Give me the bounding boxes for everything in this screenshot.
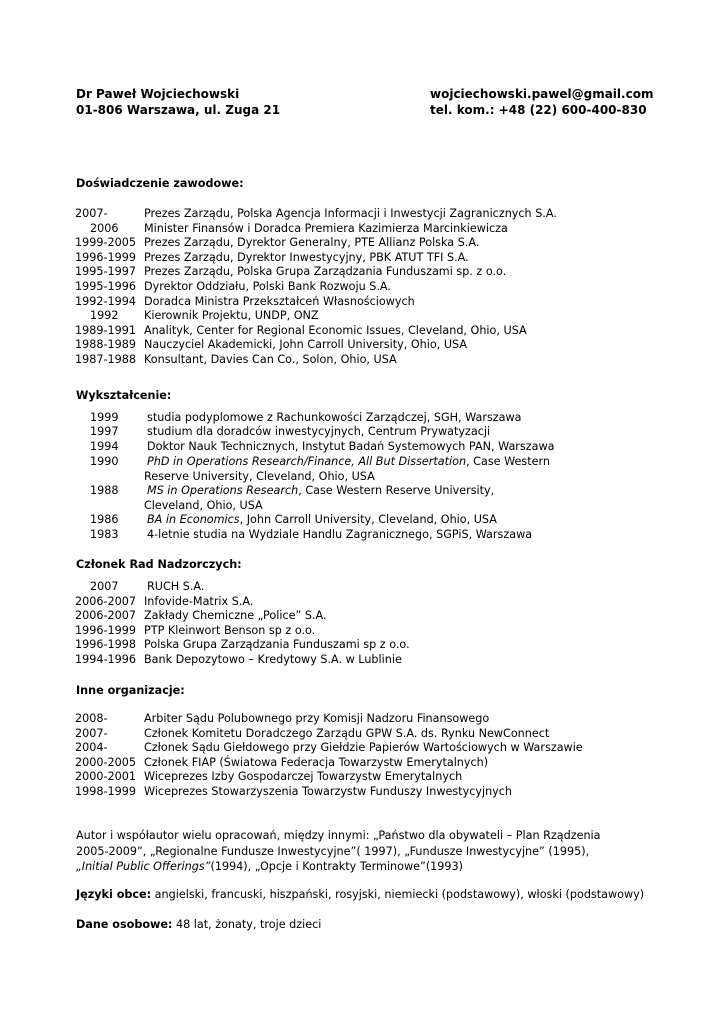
board-text: Zakłady Chemiczne „Police” S.A. — [144, 609, 327, 623]
education-heading: Wykształcenie: — [76, 389, 172, 402]
experience-years: 2006 — [90, 221, 119, 235]
experience-text: Prezes Zarządu, Dyrektor Inwestycyjny, PBK ATUT TFI S.A. — [144, 250, 469, 264]
education-text: Doktor Nauk Technicznych, Instytut Badań Systemowych PAN, Warszawa — [147, 440, 555, 453]
experience-text: Dyrektor Oddziału, Polski Bank Rozwoju S.A. — [144, 280, 391, 293]
board-years: 2006-2007 — [75, 594, 136, 608]
education-year: 1994 — [90, 440, 119, 453]
board-years: 1994-1996 — [75, 653, 136, 666]
education-text: studia podyplomowe z Rachunkowości Zarządczej, SGH, Warszawa — [147, 411, 522, 424]
experience-years: 1987-1988 — [75, 353, 136, 366]
education-year: 1999 — [90, 411, 119, 424]
publications-paragraph — [76, 828, 676, 875]
organization-text: Członek Komitetu Doradczego Zarządu GPW S.A. ds. Rynku NewConnect — [144, 726, 550, 740]
personal-label: Dane osobowe: — [76, 918, 173, 931]
education-degree-rest: , Case Western Reserve University, — [298, 484, 495, 497]
education-year: 1997 — [90, 425, 119, 438]
experience-heading: Doświadczenie zawodowe: — [76, 177, 244, 190]
organization-years: 2000-2001 — [75, 770, 136, 784]
experience-years: 2007- — [75, 207, 108, 220]
education-degree-rest: , Case Western — [466, 455, 550, 468]
board-text: RUCH S.A. — [147, 580, 205, 593]
education-text-continued: Cleveland, Ohio, USA — [144, 498, 263, 512]
board-text: PTP Kleinwort Benson sp z o.o. — [144, 623, 316, 637]
organization-years: 2004- — [75, 741, 108, 755]
board-years: 1996-1998 — [75, 638, 136, 652]
board-text: Polska Grupa Zarządzania Funduszami sp z o.o. — [144, 638, 410, 652]
boards-heading: Członek Rad Nadzorczych: — [76, 558, 242, 571]
education-text: 4-letnie studia na Wydziale Handlu Zagranicznego, SGPiS, Warszawa — [147, 528, 533, 541]
education-text — [147, 513, 497, 526]
cv-phone: tel. kom.: +48 (22) 600-400-830 — [430, 103, 647, 117]
education-degree-rest: , John Carroll University, Cleveland, Ohio, USA — [239, 513, 497, 526]
board-years: 1996-1999 — [75, 623, 136, 637]
personal-line — [76, 918, 321, 931]
board-years: 2006-2007 — [75, 609, 136, 623]
languages-line — [76, 888, 644, 901]
education-year: 1988 — [90, 484, 119, 497]
organization-years: 2007- — [75, 726, 108, 740]
publications-italic-title: „Initial Public Offerings” — [76, 860, 211, 873]
languages-value: angielski, francuski, hiszpański, rosyjski, niemiecki (podstawowy), włoski (podstawowy) — [151, 888, 645, 901]
organization-text: Arbiter Sądu Polubownego przy Komisji Nadzoru Finansowego — [144, 712, 490, 725]
board-text: Infovide-Matrix S.A. — [144, 594, 254, 608]
organizations-heading: Inne organizacje: — [76, 684, 185, 697]
experience-text: Prezes Zarządu, Polska Agencja Informacji i Inwestycji Zagranicznych S.A. — [144, 207, 557, 220]
education-text-continued: Reserve University, Cleveland, Ohio, USA — [144, 469, 375, 483]
experience-years: 1999-2005 — [75, 236, 136, 250]
experience-years: 1995-1996 — [75, 280, 136, 293]
organization-text: Członek FIAP (Światowa Federacja Towarzystw Emerytalnych) — [144, 755, 489, 769]
publications-line-3 — [76, 859, 676, 875]
experience-text: Prezes Zarządu, Polska Grupa Zarządzania Funduszami sp. z o.o. — [144, 265, 507, 279]
languages-label: Języki obce: — [76, 888, 152, 901]
experience-text: Kierownik Projektu, UNDP, ONZ — [144, 309, 319, 323]
experience-years: 1992-1994 — [75, 294, 136, 308]
education-year: 1986 — [90, 513, 119, 526]
organization-text: Wiceprezes Izby Gospodarczej Towarzystw Emerytalnych — [144, 770, 463, 784]
organization-years: 1998-1999 — [75, 785, 136, 798]
experience-text: Konsultant, Davies Can Co., Solon, Ohio, USA — [144, 353, 397, 366]
education-text: studium dla doradców inwestycyjnych, Centrum Prywatyzacji — [147, 425, 491, 438]
experience-text: Doradca Ministra Przekształceń Własnościowych — [144, 294, 415, 308]
experience-years: 1988-1989 — [75, 338, 136, 352]
education-degree-title: MS in Operations Research — [147, 484, 299, 497]
education-year: 1983 — [90, 528, 119, 541]
publications-line-1: Autor i współautor wielu opracowań, między innymi: „Państwo dla obywateli – Plan Rządzenia — [76, 829, 601, 842]
experience-text: Analityk, Center for Regional Economic Issues, Cleveland, Ohio, USA — [144, 323, 527, 337]
experience-text: Minister Finansów i Doradca Premiera Kazimierza Marcinkiewicza — [144, 221, 508, 235]
cv-address: 01-806 Warszawa, ul. Zuga 21 — [76, 103, 281, 117]
education-degree-title: PhD in Operations Research/Finance, All But Dissertation — [147, 455, 467, 468]
board-text: Bank Depozytowo – Kredytowy S.A. w Lublinie — [144, 653, 402, 666]
organization-text: Wiceprezes Stowarzyszenia Towarzystw Funduszy Inwestycyjnych — [144, 785, 513, 798]
experience-text: Prezes Zarządu, Dyrektor Generalny, PTE Allianz Polska S.A. — [144, 236, 480, 250]
organization-years: 2008- — [75, 712, 108, 725]
organization-text: Członek Sądu Giełdowego przy Giełdzie Papierów Wartościowych w Warszawie — [144, 741, 583, 755]
education-year: 1990 — [90, 455, 119, 468]
personal-value: 48 lat, żonaty, troje dzieci — [172, 918, 322, 931]
experience-years: 1992 — [90, 309, 119, 323]
publications-line-2: 2005-2009”, „Regionalne Fundusze Inwestycyjne”( 1997), „Fundusze Inwestycyjne” (1995), — [76, 844, 590, 858]
experience-years: 1996-1999 — [75, 250, 136, 264]
experience-years: 1989-1991 — [75, 323, 136, 337]
education-text — [147, 484, 494, 497]
organization-years: 2000-2005 — [75, 755, 136, 769]
experience-years: 1995-1997 — [75, 265, 136, 279]
cv-email: wojciechowski.pawel@gmail.com — [430, 87, 654, 101]
education-degree-title: BA in Economics — [147, 513, 240, 526]
board-years: 2007 — [90, 580, 119, 593]
experience-text: Nauczyciel Akademicki, John Carroll University, Ohio, USA — [144, 338, 467, 352]
cv-name: Dr Paweł Wojciechowski — [76, 87, 240, 101]
publications-line-3-rest: (1994), „Opcje i Kontrakty Terminowe”(1993) — [210, 860, 464, 873]
education-text — [147, 455, 550, 468]
